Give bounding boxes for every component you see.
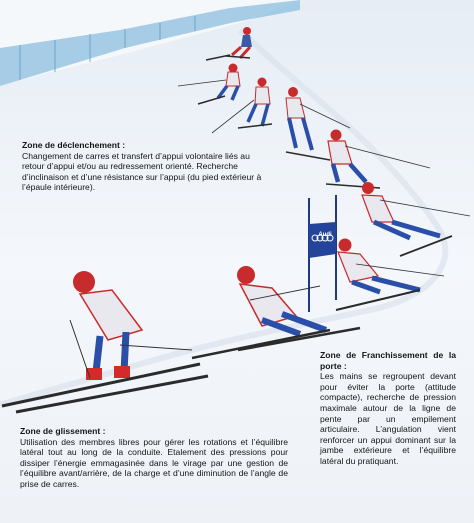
flag-brand-label: Audi bbox=[318, 232, 332, 238]
zone-franchissement bbox=[320, 350, 456, 467]
zone-glissement-title: Zone de glissement : bbox=[20, 426, 106, 436]
zone-declenchement-text: Changement de carres et transfert d’appui volontaire liés au retour d’appui et/ou au redressement orienté. Recherche d’inclinaison et d’une résistance sur l’appui (du pied extérieur à l’épaule intérieure). bbox=[22, 150, 262, 193]
zone-franchissement-text: Les mains se regroupent devant pour éviter la porte (attitude compacte), recherche de pression maximale autour de la ligne de pente par un empilement articulaire. L’angulation vient renforcer un appui dominant sur la jambe extérieure et l’équilibre latéral du pratiquant. bbox=[320, 371, 456, 466]
zone-declenchement bbox=[22, 140, 272, 193]
zone-glissement bbox=[20, 426, 288, 490]
zone-glissement-text: Utilisation des membres libres pour gérer les rotations et l’équilibre latéral tout au long de la conduite. Etalement des pressions pour dissiper l’énergie emmagasinée dans le virage par une gestion de l’équilibre avant/arrière, de la charge et d’une diminution de l’angle de prise de carres. bbox=[20, 436, 288, 489]
zone-declenchement-title: Zone de déclenchement : bbox=[22, 140, 126, 150]
zone-franchissement-title: Zone de Franchissement de la porte : bbox=[320, 350, 456, 371]
